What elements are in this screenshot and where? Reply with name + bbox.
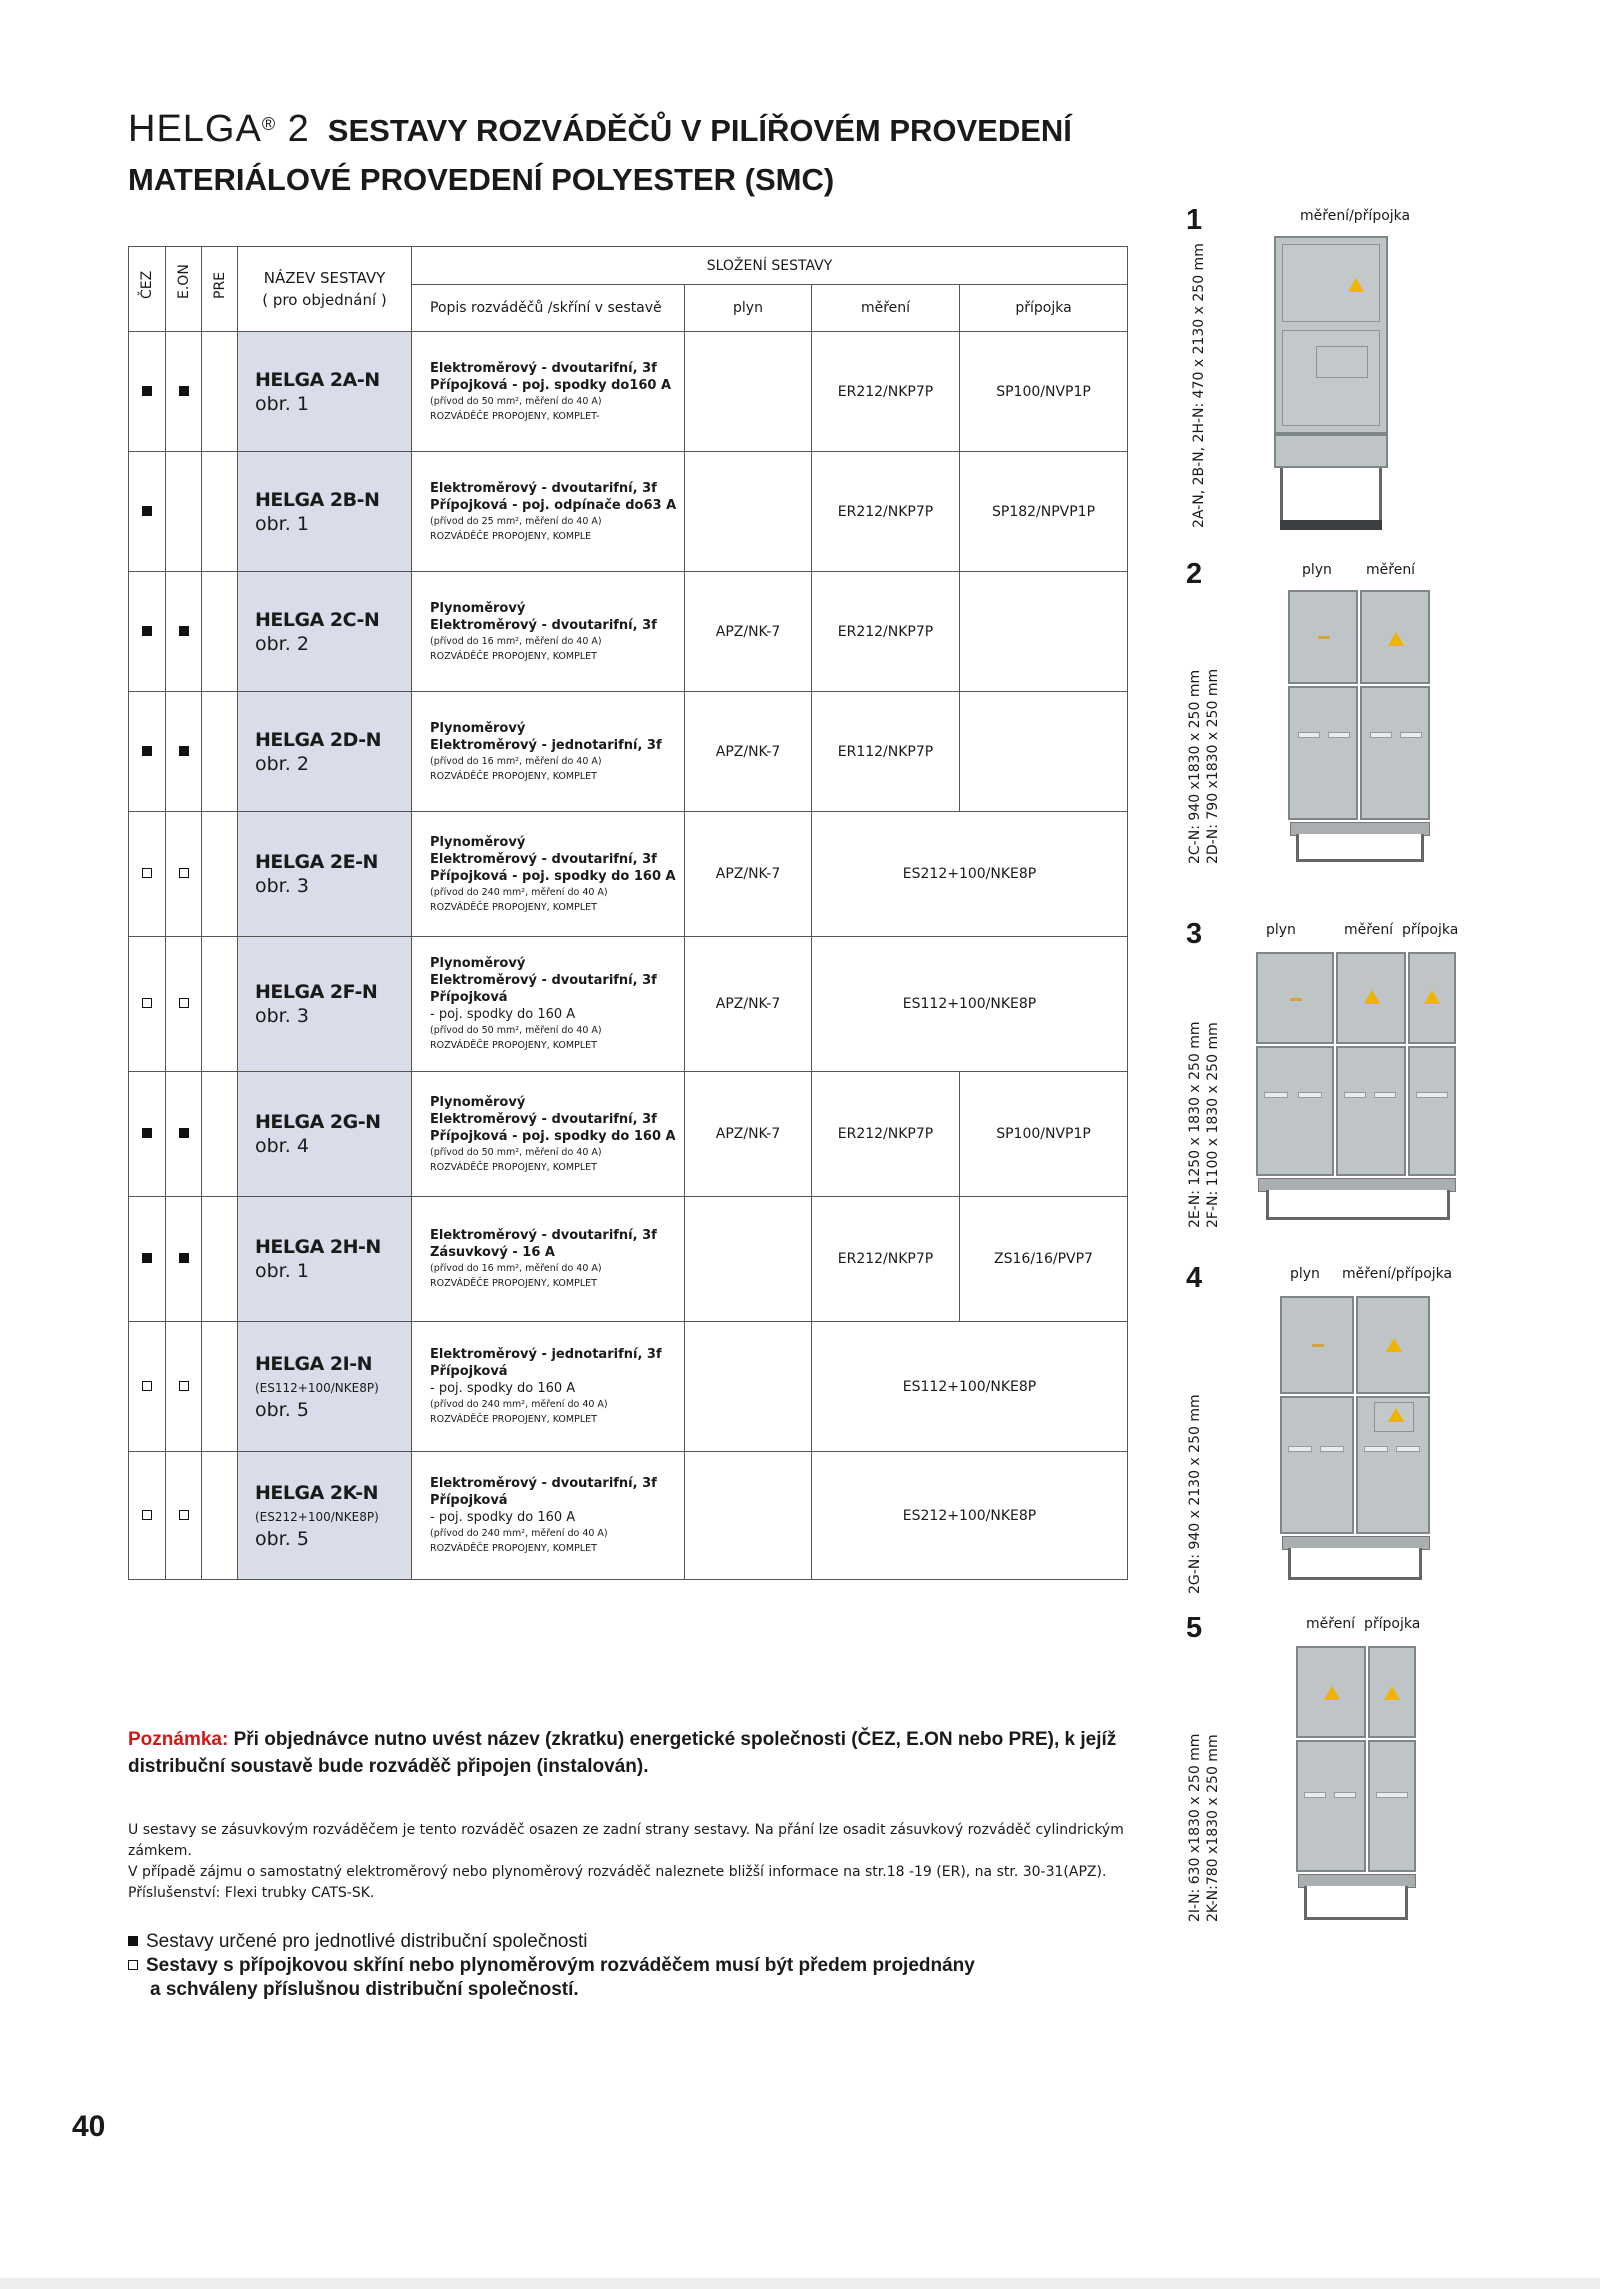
figure-ref: obr. 3 — [255, 1005, 309, 1027]
figure-dimensions: 2K-N:780 x1830 x 250 mm — [1205, 1734, 1221, 1922]
warning-triangle-icon — [1384, 1686, 1400, 1700]
filled-square-icon — [128, 1936, 138, 1946]
description-line: Elektroměrový - dvoutarifní, 3f — [430, 1111, 657, 1127]
assembly-code: (ES212+100/NKE8P) — [255, 1509, 379, 1524]
assembly-name: HELGA 2K-N — [255, 1481, 378, 1504]
assembly-name: HELGA 2B-N — [255, 488, 380, 511]
col-pre: PRE — [202, 247, 238, 332]
warning-triangle-icon — [1388, 1408, 1404, 1422]
description-line: Elektroměrový - dvoutarifní, 3f — [430, 851, 657, 867]
assembly-name: HELGA 2F-N — [255, 981, 378, 1003]
description-line: Elektroměrový - dvoutarifní, 3f — [430, 480, 657, 496]
assembly-description — [412, 1072, 685, 1197]
figure-label: měření/přípojka — [1300, 208, 1411, 224]
order-note — [128, 1726, 1148, 1780]
filled-square-icon — [142, 626, 152, 636]
bullet-text: a schváleny příslušnou distribuční společností. — [150, 1979, 579, 2000]
open-square-icon — [142, 1510, 152, 1520]
description-line: (přívod do 50 mm², měření do 40 A) — [430, 1025, 602, 1036]
registered-mark: ® — [261, 114, 277, 134]
description-line: Elektroměrový - jednotarifní, 3f — [430, 1347, 662, 1362]
description-line: (přívod do 25 mm², měření do 40 A) — [430, 515, 602, 527]
assemblies-table — [128, 246, 1128, 1580]
figure-label: měření — [1344, 922, 1394, 938]
pripojka-cell: SP100/NVP1P — [960, 332, 1128, 452]
mereni-cell: ER212/NKP7P — [812, 1072, 960, 1197]
assembly-name: HELGA 2G-N — [255, 1111, 381, 1133]
description-line: Přípojková - poj. spodky do160 A — [430, 377, 672, 393]
col-eon: E.ON — [166, 247, 202, 332]
brand-name: HELGA — [128, 108, 262, 150]
plyn-cell: APZ/NK-7 — [685, 692, 812, 812]
warning-triangle-icon — [1364, 990, 1380, 1004]
description-line: Elektroměrový - dvoutarifní, 3f — [430, 617, 657, 633]
figure-ref: obr. 1 — [255, 392, 309, 415]
assembly-name-cell — [238, 1072, 412, 1197]
warning-triangle-icon — [1424, 990, 1440, 1004]
description-line: Přípojková — [430, 1493, 508, 1508]
col-name: NÁZEV SESTAVY ( pro objednání ) — [238, 247, 412, 332]
figure-label: měření — [1366, 562, 1416, 578]
assembly-name-cell — [238, 452, 412, 572]
description-line: ROZVÁDĚČE PROPOJENY, KOMPLET — [430, 1161, 597, 1173]
description-line: ROZVÁDĚČE PROPOJENY, KOMPLE — [430, 530, 592, 542]
warning-triangle-icon — [1386, 1338, 1402, 1352]
mark-cell-eon — [166, 1197, 202, 1322]
assembly-name-cell — [238, 812, 412, 937]
plyn-cell — [685, 1197, 812, 1322]
mereni-pripojka-cell: ES212+100/NKE8P — [812, 1452, 1128, 1580]
description-line: ROZVÁDĚČE PROPOJENY, KOMPLET- — [430, 410, 600, 422]
mark-cell-pre — [202, 1452, 238, 1580]
figure-label: plyn — [1266, 922, 1296, 938]
small-note: U sestavy se zásuvkovým rozváděčem je tento rozváděč osazen ze zadní strany sestavy. Na přání lze osadit zásuvkový rozváděč cylindrickým zámkem. — [128, 1822, 1124, 1859]
table-row — [129, 1072, 1128, 1197]
assembly-name: HELGA 2E-N — [255, 851, 378, 873]
page-title — [128, 108, 1072, 151]
table-row — [129, 1452, 1128, 1580]
figure-dimensions: 2E-N: 1250 x 1830 x 250 mm — [1187, 1021, 1203, 1228]
mark-cell-cez — [129, 572, 166, 692]
plyn-cell — [685, 1452, 812, 1580]
mereni-pripojka-cell: ES112+100/NKE8P — [812, 1322, 1128, 1452]
table-row — [129, 692, 1128, 812]
filled-square-icon — [179, 1253, 189, 1263]
small-note: Příslušenství: Flexi trubky CATS-SK. — [128, 1885, 375, 1901]
description-line: Elektroměrový - dvoutarifní, 3f — [430, 1476, 657, 1491]
figure-ref: obr. 1 — [255, 1260, 309, 1282]
figure-number: 5 — [1186, 1612, 1203, 1644]
col-mereni: měření — [812, 285, 960, 332]
col-pripojka: přípojka — [960, 285, 1128, 332]
assembly-description — [412, 572, 685, 692]
figure-label: měření/přípojka — [1342, 1266, 1453, 1282]
description-line: ROZVÁDĚČE PROPOJENY, KOMPLET — [430, 650, 597, 662]
page-number: 40 — [72, 2110, 106, 2143]
mereni-cell: ER212/NKP7P — [812, 1197, 960, 1322]
assembly-name-cell — [238, 692, 412, 812]
assembly-description — [412, 812, 685, 937]
brand-number: 2 — [287, 108, 310, 150]
table-row — [129, 937, 1128, 1072]
figure-number: 1 — [1186, 204, 1203, 236]
description-line: ROZVÁDĚČE PROPOJENY, KOMPLET — [430, 1414, 597, 1425]
description-line: Plynoměrový — [430, 834, 526, 850]
figure-number: 4 — [1186, 1262, 1203, 1294]
pripojka-cell: ZS16/16/PVP7 — [960, 1197, 1128, 1322]
table-row — [129, 332, 1128, 452]
description-line: (přívod do 16 mm², měření do 40 A) — [430, 635, 602, 647]
open-square-icon — [179, 868, 189, 878]
mark-cell-cez — [129, 1452, 166, 1580]
bullet-text: Sestavy s přípojkovou skříní nebo plynoměrovým rozváděčem musí být předem projednány — [146, 1955, 975, 1976]
assembly-name: HELGA 2A-N — [255, 368, 380, 391]
mark-cell-pre — [202, 1322, 238, 1452]
pripojka-cell: SP182/NPVP1P — [960, 452, 1128, 572]
figure-label: přípojka — [1402, 922, 1459, 938]
warning-triangle-icon — [1324, 1686, 1340, 1700]
filled-square-icon — [179, 1128, 189, 1138]
description-line: ROZVÁDĚČE PROPOJENY, KOMPLET — [430, 1543, 597, 1554]
figure-ref: obr. 5 — [255, 1527, 309, 1550]
figure-label: plyn — [1290, 1266, 1320, 1282]
mereni-cell: ER112/NKP7P — [812, 692, 960, 812]
plyn-cell: APZ/NK-7 — [685, 572, 812, 692]
col-plyn: plyn — [685, 285, 812, 332]
mereni-pripojka-cell: ES112+100/NKE8P — [812, 937, 1128, 1072]
plyn-cell: APZ/NK-7 — [685, 1072, 812, 1197]
warning-triangle-icon — [1348, 278, 1364, 292]
mark-cell-cez — [129, 452, 166, 572]
figure-dimensions: 2C-N: 940 x1830 x 250 mm — [1187, 669, 1203, 864]
mereni-cell: ER212/NKP7P — [812, 332, 960, 452]
mark-cell-pre — [202, 332, 238, 452]
figure-ref: obr. 2 — [255, 632, 309, 655]
description-line: (přívod do 240 mm², měření do 40 A) — [430, 886, 608, 898]
mark-cell-eon — [166, 812, 202, 937]
description-line: (přívod do 50 mm², měření do 40 A) — [430, 1146, 602, 1158]
figure-ref: obr. 5 — [255, 1398, 309, 1421]
small-note: V případě zájmu o samostatný elektroměrový nebo plynoměrový rozváděč naleznete bližší informace na str.18 -19 (ER), na str. 30-31(APZ). — [128, 1864, 1107, 1880]
description-line: Elektroměrový - dvoutarifní, 3f — [430, 973, 657, 988]
mark-cell-pre — [202, 1197, 238, 1322]
figure-ref: obr. 1 — [255, 512, 309, 535]
title-rest: SESTAVY ROZVÁDĚČŮ V PILÍŘOVÉM PROVEDENÍ — [327, 113, 1072, 148]
figure-ref: obr. 2 — [255, 752, 309, 775]
figure-label: plyn — [1302, 562, 1332, 578]
table-row — [129, 812, 1128, 937]
description-line: Přípojková — [430, 990, 508, 1005]
assembly-name: HELGA 2I-N — [255, 1352, 372, 1375]
open-square-icon — [142, 1381, 152, 1391]
page-bottom-strip — [0, 2278, 1600, 2289]
warning-triangle-icon — [1388, 632, 1404, 646]
mark-cell-eon — [166, 1322, 202, 1452]
mark-cell-cez — [129, 692, 166, 812]
table-row — [129, 1197, 1128, 1322]
description-line: ROZVÁDĚČE PROPOJENY, KOMPLET — [430, 1278, 597, 1289]
description-line: Přípojková - poj. odpínače do63 A — [430, 497, 677, 513]
mark-cell-pre — [202, 452, 238, 572]
legend-bullets — [128, 1930, 1128, 2002]
col-slozeni: SLOŽENÍ SESTAVY — [412, 247, 1128, 285]
filled-square-icon — [179, 386, 189, 396]
mark-cell-eon — [166, 937, 202, 1072]
table-row — [129, 1322, 1128, 1452]
figure-label: měření — [1306, 1616, 1356, 1632]
mark-cell-cez — [129, 332, 166, 452]
mark-cell-pre — [202, 812, 238, 937]
note-label: Poznámka: — [128, 1729, 229, 1750]
figure-dimensions: 2A-N, 2B-N, 2H-N: 470 x 2130 x 250 mm — [1191, 243, 1207, 528]
description-line: ROZVÁDĚČE PROPOJENY, KOMPLET — [430, 1040, 597, 1051]
figure-ref: obr. 3 — [255, 875, 309, 897]
description-line: Plynoměrový — [430, 1094, 526, 1110]
mark-cell-pre — [202, 692, 238, 812]
mark-cell-pre — [202, 572, 238, 692]
description-line: Přípojková - poj. spodky do 160 A — [430, 868, 676, 884]
open-square-icon — [142, 998, 152, 1008]
filled-square-icon — [142, 1128, 152, 1138]
description-line: Plynoměrový — [430, 720, 526, 736]
assembly-description — [412, 452, 685, 572]
plyn-cell: APZ/NK-7 — [685, 937, 812, 1072]
filled-square-icon — [142, 386, 152, 396]
filled-square-icon — [179, 746, 189, 756]
assembly-description — [412, 1197, 685, 1322]
assembly-name-cell — [238, 937, 412, 1072]
description-line: Elektroměrový - dvoutarifní, 3f — [430, 1228, 657, 1243]
mereni-cell: ER212/NKP7P — [812, 572, 960, 692]
assembly-description — [412, 937, 685, 1072]
assembly-description — [412, 1322, 685, 1452]
figure-dimensions: 2I-N: 630 x1830 x 250 mm — [1187, 1733, 1203, 1922]
assembly-code: (ES112+100/NKE8P) — [255, 1380, 379, 1395]
description-line: Přípojková - poj. spodky do 160 A — [430, 1128, 676, 1144]
filled-square-icon — [142, 506, 152, 516]
description-line: (přívod do 16 mm², měření do 40 A) — [430, 755, 602, 767]
open-square-icon — [142, 868, 152, 878]
assembly-name-cell — [238, 1452, 412, 1580]
assembly-description — [412, 692, 685, 812]
assembly-description — [412, 1452, 685, 1580]
description-line: (přívod do 50 mm², měření do 40 A) — [430, 395, 602, 407]
pripojka-cell: SP100/NVP1P — [960, 1072, 1128, 1197]
assembly-name: HELGA 2D-N — [255, 728, 382, 751]
mark-cell-eon — [166, 332, 202, 452]
small-notes — [128, 1820, 1128, 1904]
description-line: Plynoměrový — [430, 600, 526, 616]
assembly-name-cell — [238, 332, 412, 452]
mereni-cell: ER212/NKP7P — [812, 452, 960, 572]
description-line: ROZVÁDĚČE PROPOJENY, KOMPLET — [430, 770, 597, 782]
mark-cell-pre — [202, 937, 238, 1072]
col-cez: ČEZ — [129, 247, 166, 332]
assembly-name-cell — [238, 1197, 412, 1322]
description-line: ROZVÁDĚČE PROPOJENY, KOMPLET — [430, 901, 597, 913]
col-popis: Popis rozváděčů /skříní v sestavě — [412, 285, 685, 332]
pripojka-cell — [960, 572, 1128, 692]
figure-label: přípojka — [1364, 1616, 1421, 1632]
mark-cell-eon — [166, 692, 202, 812]
mark-cell-cez — [129, 1197, 166, 1322]
description-line: Zásuvkový - 16 A — [430, 1245, 555, 1260]
plyn-cell — [685, 452, 812, 572]
description-line: - poj. spodky do 160 A — [430, 1381, 576, 1396]
mark-cell-cez — [129, 1322, 166, 1452]
assembly-description — [412, 332, 685, 452]
description-line: Plynoměrový — [430, 956, 526, 971]
figure-ref: obr. 4 — [255, 1135, 309, 1157]
plyn-cell: APZ/NK-7 — [685, 812, 812, 937]
mark-cell-cez — [129, 812, 166, 937]
mark-cell-eon — [166, 452, 202, 572]
mark-cell-pre — [202, 1072, 238, 1197]
mereni-pripojka-cell: ES212+100/NKE8P — [812, 812, 1128, 937]
plyn-cell — [685, 1322, 812, 1452]
open-square-icon — [179, 1510, 189, 1520]
assembly-name-cell — [238, 572, 412, 692]
description-line: Elektroměrový - dvoutarifní, 3f — [430, 360, 657, 376]
note-text: Při objednávce nutno uvést název (zkratku) energetické společnosti (ČEZ, E.ON nebo PRE), k jejíž distribuční soustavě bude rozváděč připojen (instalován). — [128, 1729, 1117, 1777]
mark-cell-eon — [166, 572, 202, 692]
page-subtitle: MATERIÁLOVÉ PROVEDENÍ POLYESTER (SMC) — [128, 162, 835, 197]
assembly-name-cell — [238, 1322, 412, 1452]
pripojka-cell — [960, 692, 1128, 812]
mark-cell-cez — [129, 937, 166, 1072]
bullet-text: Sestavy určené pro jednotlivé distribuční společnosti — [146, 1931, 588, 1952]
description-line: Elektroměrový - jednotarifní, 3f — [430, 737, 662, 753]
description-line: - poj. spodky do 160 A — [430, 1510, 576, 1525]
mark-cell-cez — [129, 1072, 166, 1197]
filled-square-icon — [179, 626, 189, 636]
open-square-icon — [179, 1381, 189, 1391]
figure-dimensions: 2G-N: 940 x 2130 x 250 mm — [1187, 1394, 1203, 1594]
mark-cell-eon — [166, 1072, 202, 1197]
open-square-icon — [179, 998, 189, 1008]
open-square-icon — [128, 1960, 138, 1970]
figure-dimensions: 2F-N: 1100 x 1830 x 250 mm — [1205, 1022, 1221, 1228]
assembly-name: HELGA 2H-N — [255, 1236, 381, 1258]
description-line: (přívod do 240 mm², měření do 40 A) — [430, 1399, 608, 1410]
mark-cell-eon — [166, 1452, 202, 1580]
description-line: - poj. spodky do 160 A — [430, 1007, 576, 1022]
filled-square-icon — [142, 1253, 152, 1263]
table-row — [129, 452, 1128, 572]
figure-number: 2 — [1186, 558, 1203, 590]
filled-square-icon — [142, 746, 152, 756]
figure-number: 3 — [1186, 918, 1203, 950]
plyn-cell — [685, 332, 812, 452]
assembly-name: HELGA 2C-N — [255, 608, 380, 631]
description-line: (přívod do 240 mm², měření do 40 A) — [430, 1528, 608, 1539]
table-row — [129, 572, 1128, 692]
description-line: Přípojková — [430, 1364, 508, 1379]
description-line: (přívod do 16 mm², měření do 40 A) — [430, 1263, 602, 1274]
figure-dimensions: 2D-N: 790 x1830 x 250 mm — [1205, 668, 1221, 864]
